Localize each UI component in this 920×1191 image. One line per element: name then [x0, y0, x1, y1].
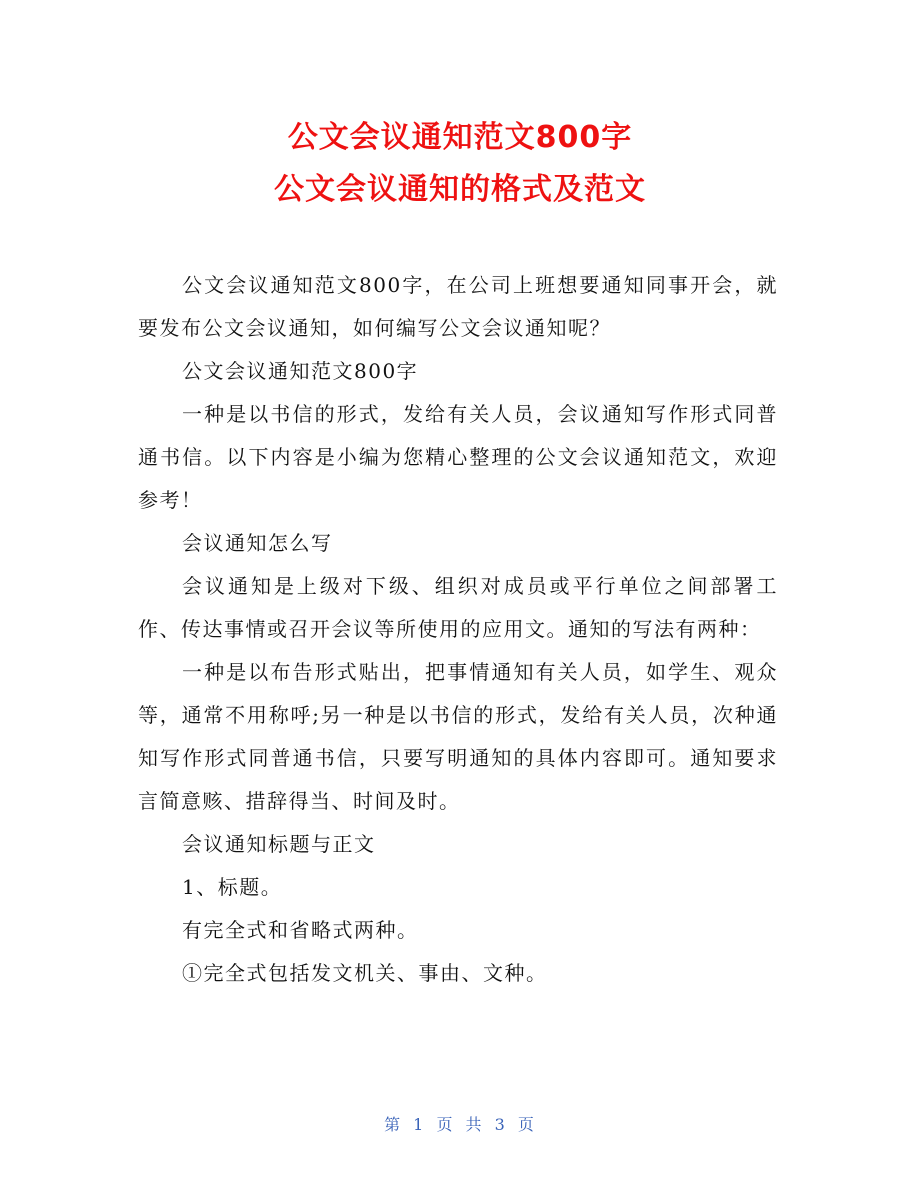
paragraph: 有完全式和省略式两种。: [182, 918, 419, 942]
document-title: [0, 112, 920, 216]
paragraph: 公文会议通知范文800字: [182, 359, 419, 383]
page-footer: 第 1 页 共 3 页: [384, 1115, 536, 1134]
paragraph: 一种是以布告形式贴出，把事情通知有关人员，如学生、观众等，通常不用称呼;另一种是以书信的形式，发给有关人员，次种通知写作形式同普通书信，只要写明通知的具体内容即可。通知要求言简意赅、措辞得当、时间及时。: [138, 660, 778, 813]
paragraph: 公文会议通知范文800字，在公司上班想要通知同事开会，就要发布公文会议通知，如何编写公文会议通知呢？: [138, 273, 778, 340]
paragraph: 1、标题。: [182, 875, 283, 899]
paragraph: 会议通知是上级对下级、组织对成员或平行单位之间部署工作、传达事情或召开会议等所使用的应用文。通知的写法有两种：: [138, 574, 778, 641]
title-line-1: 公文会议通知范文800字: [287, 120, 633, 155]
paragraph: 一种是以书信的形式，发给有关人员，会议通知写作形式同普通书信。以下内容是小编为您精心整理的公文会议通知范文，欢迎参考！: [138, 402, 778, 512]
paragraph: 会议通知怎么写: [182, 531, 333, 555]
paragraph: 会议通知标题与正文: [182, 832, 376, 856]
paragraph: ①完全式包括发文机关、事由、文种。: [182, 961, 548, 985]
document-body: [138, 264, 778, 995]
title-line-2: 公文会议通知的格式及范文: [274, 172, 646, 207]
